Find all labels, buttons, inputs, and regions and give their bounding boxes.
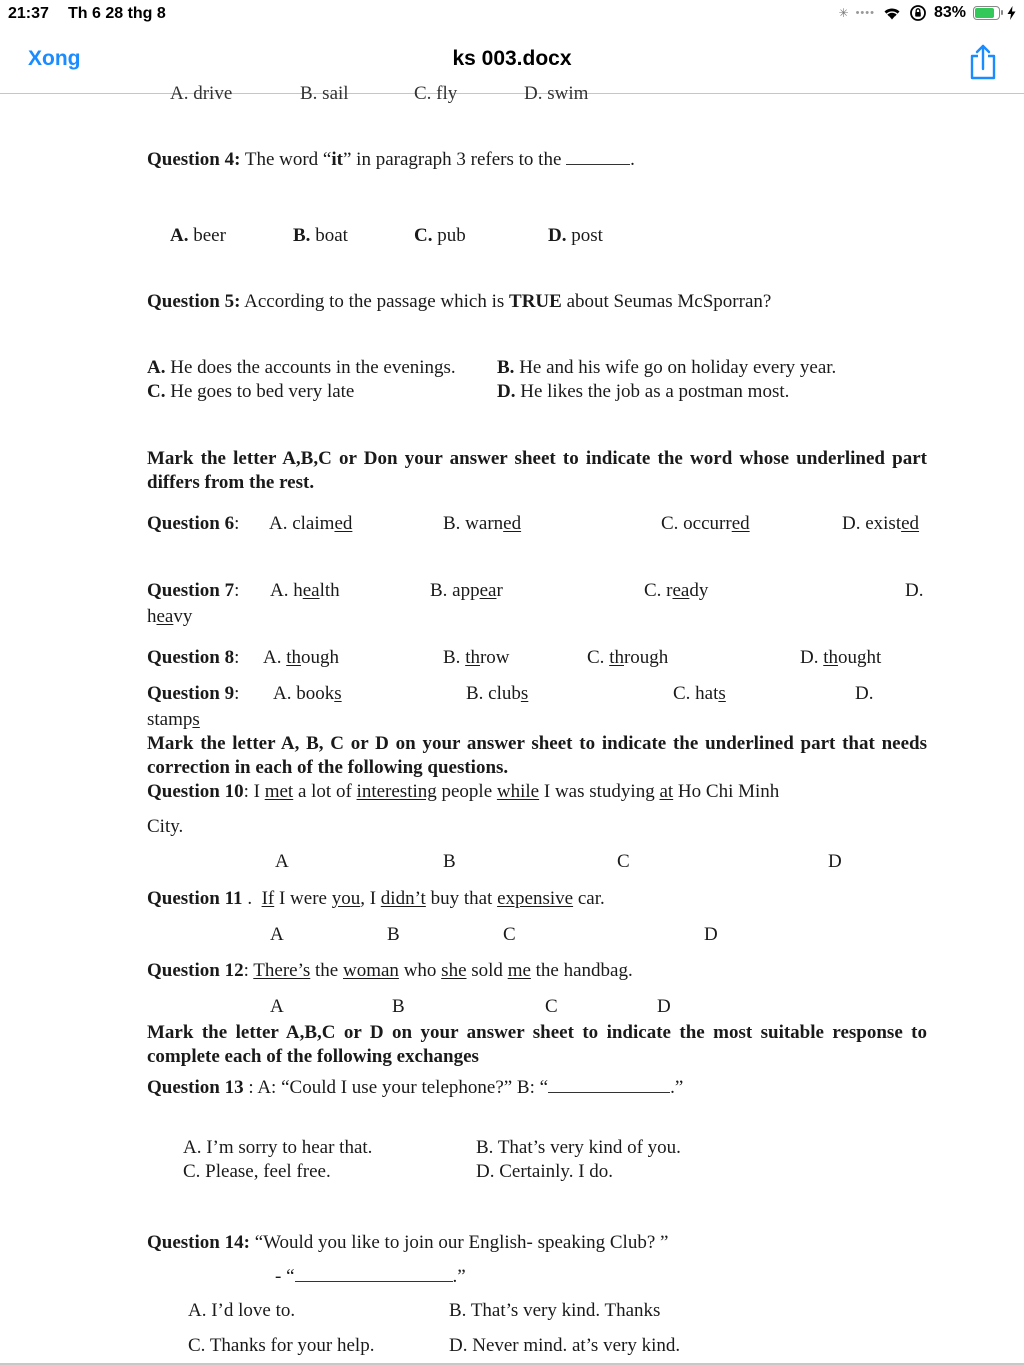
q6-option-c: C. occurred [661, 513, 750, 534]
question-text: According to the passage which is [240, 291, 510, 312]
question-12: Question 12: There’s the woman who she sold me the handbag. [147, 960, 633, 981]
q14-option-b: B. That’s very kind. Thanks [449, 1300, 661, 1321]
question-label: Question 14: [147, 1232, 250, 1253]
q8-option-a: A. though [263, 647, 340, 668]
question-14: Question 14: “Would you like to join our English- speaking Club? ” [147, 1232, 669, 1253]
keyword: TRUE [509, 291, 562, 312]
q10-letter-d: D [828, 851, 842, 872]
question-label: Question 5: [147, 291, 241, 312]
answer-blank [566, 148, 630, 165]
battery-percent: 83% [933, 4, 966, 21]
fragment-option-b: B. sail [300, 83, 349, 104]
q5-option-a: A. He does the accounts in the evenings. [147, 357, 456, 378]
q11-letter-b: B [387, 924, 400, 945]
status-indicators [839, 4, 1017, 22]
q14-option-c: C. Thanks for your help. [188, 1335, 375, 1356]
charging-bolt-icon [1007, 6, 1016, 20]
share-icon [966, 42, 1000, 82]
q4-option-c: C. pub [414, 225, 466, 246]
q12-letter-d: D [657, 996, 671, 1017]
q6-option-b: B. warned [443, 513, 522, 534]
q9-option-c: C. hats [673, 683, 726, 704]
q13-option-c: C. Please, feel free. [183, 1161, 331, 1182]
document-view[interactable] [0, 83, 1024, 1365]
q11-letter-a: A [270, 924, 284, 945]
wifi-icon [882, 5, 902, 21]
q8-option-c: C. through [587, 647, 669, 668]
section-instruction-response: Mark the letter A,B,C or D on your answer sheet to indicate the most suitable response to complete each of the following exchanges [147, 1022, 927, 1067]
question-text: about Seumas McSporran? [561, 291, 772, 312]
question-7-label: Question 7: [147, 580, 240, 601]
q7-option-c: C. ready [644, 580, 709, 601]
question-label: Question 4: [147, 149, 241, 170]
q11-letter-d: D [704, 924, 718, 945]
question-10: Question 10: I met a lot of interesting people while I was studying at Ho Chi Minh [147, 781, 780, 802]
status-date: Th 6 28 thg 8 [68, 5, 166, 22]
q12-letter-b: B [392, 996, 405, 1017]
status-bar [0, 0, 1024, 30]
q7-option-b: B. appear [430, 580, 503, 601]
question-6-label: Question 6: [147, 513, 240, 534]
navigation-bar [0, 30, 1024, 94]
question-13: Question 13 : A: “Could I use your telephone?” B: “ .” [147, 1077, 684, 1098]
activity-icon: ✳ [838, 6, 849, 20]
orientation-lock-icon [909, 4, 927, 22]
section-instruction-pronunciation: Mark the letter A,B,C or Don your answer sheet to indicate the word whose underlined part differs from the rest. [147, 448, 927, 493]
q10-letter-a: A [275, 851, 289, 872]
question-label: Question 10 [147, 781, 244, 802]
q9-option-a: A. books [273, 683, 342, 704]
q12-letter-a: A [270, 996, 284, 1017]
question-label: Question 12 [147, 960, 244, 981]
question-10-line-2: City. [147, 816, 184, 837]
answer-blank [548, 1076, 670, 1093]
share-button[interactable] [966, 42, 1000, 82]
q10-letter-c: C [617, 851, 630, 872]
question-9-label: Question 9: [147, 683, 240, 704]
battery-icon [973, 6, 1000, 20]
question-label: Question 11 [147, 888, 243, 909]
question-label: Question 13 [147, 1077, 244, 1098]
q4-option-d: D. post [548, 225, 603, 246]
battery-fill [975, 8, 994, 18]
q11-letter-c: C [503, 924, 516, 945]
q9-option-d-letter: D. [855, 683, 874, 704]
document-title: ks 003.docx [452, 47, 572, 70]
q7-option-d-word: heavy [147, 606, 193, 627]
section-instruction-error: Mark the letter A, B, C or D on your answer sheet to indicate the underlined part that needs correction in each of the following questions. [147, 733, 927, 778]
fragment-option-a: A. drive [170, 83, 233, 104]
q5-option-d: D. He likes the job as a postman most. [497, 381, 790, 402]
q8-option-d: D. thought [800, 647, 882, 668]
question-text: ” in paragraph 3 refers to the [342, 149, 567, 170]
answer-blank [295, 1265, 453, 1282]
fragment-option-c: C. fly [414, 83, 458, 104]
question-4 [147, 148, 635, 172]
q4-option-b: B. boat [293, 225, 348, 246]
status-time: 21:37 [8, 5, 49, 22]
question-8-label: Question 8: [147, 647, 240, 668]
question-text: The word “ [240, 149, 332, 170]
q6-option-d: D. existed [842, 513, 920, 534]
q5-option-b: B. He and his wife go on holiday every year. [497, 357, 837, 378]
fragment-option-d: D. swim [524, 83, 589, 104]
question-11: Question 11 . If I were you, I didn’t buy that expensive car. [147, 888, 605, 909]
q13-option-d: D. Certainly. I do. [476, 1161, 614, 1182]
question-text: . [630, 149, 635, 170]
question-5 [147, 290, 771, 314]
question-14-reply: - “ .” [275, 1266, 466, 1287]
done-button[interactable]: Xong [28, 47, 81, 70]
q14-option-d: D. Never mind. at’s very kind. [449, 1335, 681, 1356]
q12-letter-c: C [545, 996, 558, 1017]
q5-option-c: C. He goes to bed very late [147, 381, 355, 402]
q6-option-a: A. claimed [269, 513, 353, 534]
q9-option-b: B. clubs [466, 683, 529, 704]
keyword: it [331, 149, 343, 170]
q13-option-a: A. I’m sorry to hear that. [183, 1137, 373, 1158]
q13-option-b: B. That’s very kind of you. [476, 1137, 681, 1158]
q14-option-a: A. I’d love to. [188, 1300, 296, 1321]
q9-option-d-word: stamps [147, 709, 200, 730]
q10-letter-b: B [443, 851, 456, 872]
q8-option-b: B. throw [443, 647, 510, 668]
q4-option-a: A. beer [170, 225, 226, 246]
q7-option-a: A. health [270, 580, 340, 601]
cellular-signal-icon: •••• [855, 7, 875, 19]
q7-option-d-letter: D. [905, 580, 924, 601]
